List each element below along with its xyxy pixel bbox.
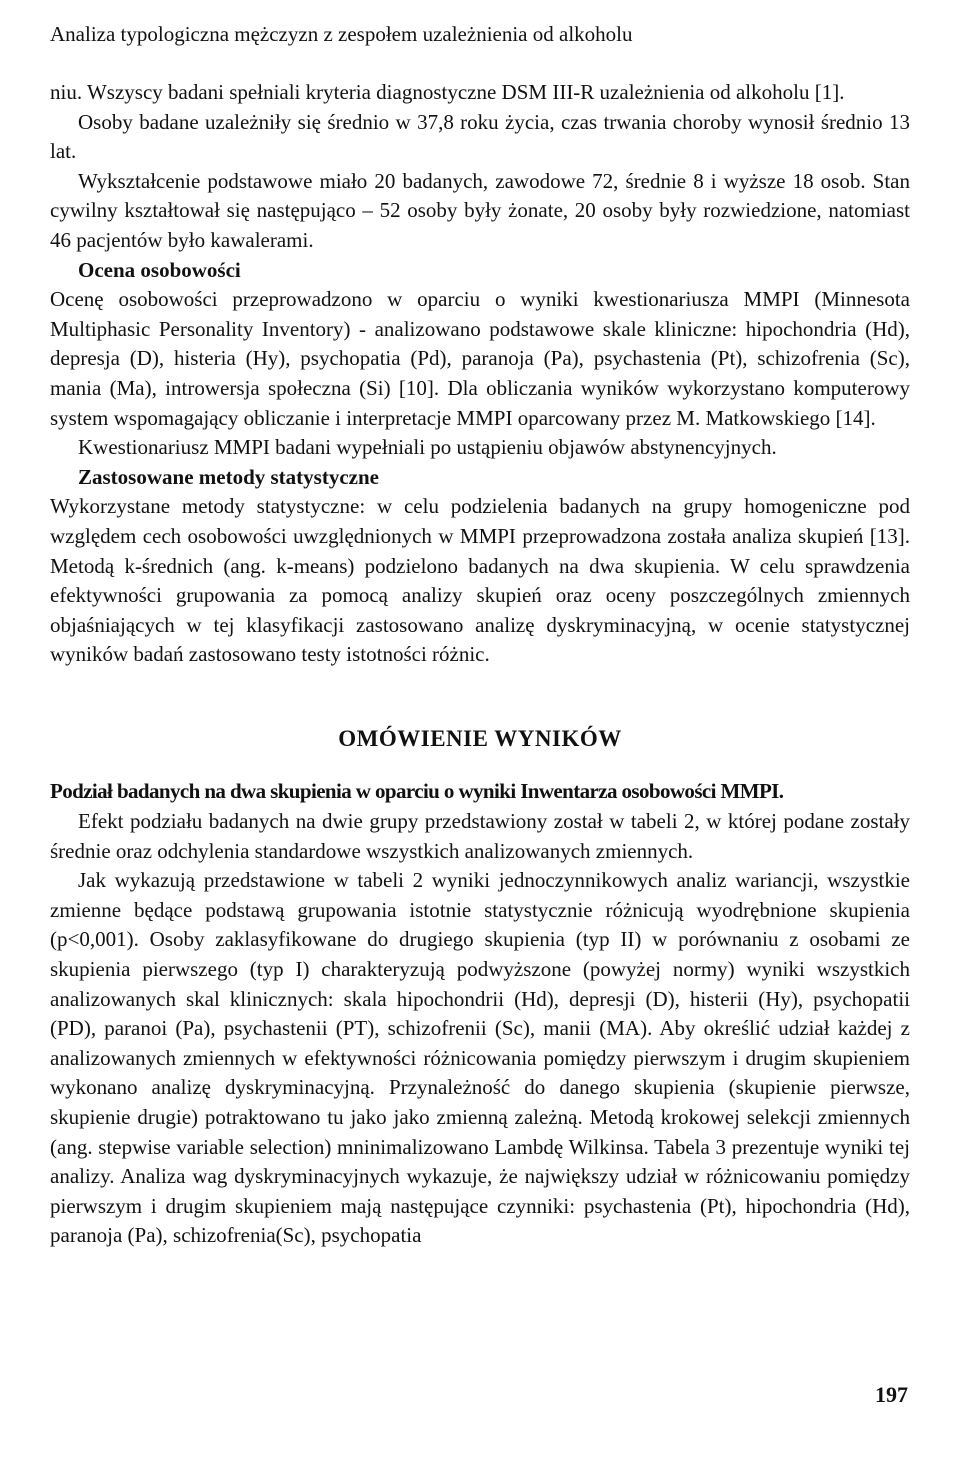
paragraph: niu. Wszyscy badani spełniali kryteria diagnostyczne DSM III-R uzależnienia od alkoholu [1]. [50, 80, 845, 104]
paragraph: Wykształcenie podstawowe miało 20 badanych, zawodowe 72, średnie 8 i wyższe 18 osob. Stan cywilny kształtował się następująco – 52 osoby były żonate, 20 osoby były rozwiedzione, natomiast 46 pacjentów było kawalerami. [50, 168, 910, 252]
results-subheading: Podział badanych na dwa skupienia w oparciu o wyniki Inwentarza osobowości MMPI. [50, 779, 784, 804]
section-heading-personality: Ocena osobowości [78, 257, 241, 282]
paragraph: Osoby badane uzależniły się średnio w 37,8 roku życia, czas trwania choroby wynosił średnio 13 lat. [50, 109, 910, 164]
paragraph: Kwestionariusz MMPI badani wypełniali po ustąpieniu objawów abstynencyjnych. [78, 435, 777, 460]
running-header: Analiza typologiczna mężczyzn z zespołem uzależnienia od alkoholu [50, 22, 633, 46]
paragraph: Efekt podziału badanych na dwie grupy przedstawiony został w tabeli 2, w której podane zostały średnie oraz odchylenia standardowe wszystkich analizowanych zmiennych. [50, 809, 910, 863]
page-body [50, 78, 910, 1251]
page-number: 197 [875, 1382, 908, 1407]
results-heading: OMÓWIENIE WYNIKÓW [338, 725, 622, 751]
paragraph: Ocenę osobowości przeprowadzono w oparciu o wyniki kwestionariusza MMPI (Minnesota Multiphasic Personality Inventory) - analizowano podstawowe skale kliniczne: hipochondria (Hd), depresja (D), histeria (Hy), psychopatia (Pd), paranoja (Pa), psychastenia (Pt), schizofrenia (Sc), mania (Ma), introwersja społeczna (Si) [10]. Dla obliczania wyników wykorzystano komputerowy system wspomagający obliczanie i interpretacje MMPI oparcowany przez M. Matkowskiego [14]. [50, 287, 910, 430]
paragraph: Jak wykazują przedstawione w tabeli 2 wyniki jednoczynnikowych analiz wariancji, wszystkie zmienne będące podstawą grupowania istotnie statystycznie różnicują wyodrębnione skupienia (p<0,001). Osoby zaklasyfikowane do drugiego skupienia (typ II) w porównaniu z osobami ze skupienia pierwszego (typ I) charakteryzują podwyższone (powyżej normy) wyniki wszystkich analizowanych skal klinicznych: skala hipochondrii (Hd), depresji (D), histerii (Hy), psychopatii (PD), paranoi (Pa), psychastenii (PT), schizofrenii (Sc), manii (MA). Aby określić udział każdej z analizowanych zmiennych w efektywności różnicowania pomiędzy pierwszym i drugim skupieniem wykonano analizę dyskryminacyjną. Przynależność do danego skupienia (skupienie pierwsze, skupienie drugie) potraktowano tu jako jako zmienną zależną. Metodą krokowej selekcji zmiennych (ang. stepwise variable selection) mninimalizowano Lambdę Wilkinsa. Tabela 3 prezentuje wyniki tej analizy. Analiza wag dyskryminacyjnych wykazuje, że największy udział w różnicowaniu pomiędzy pierwszym i drugim skupieniem mają następujące czynniki: psychastenia (Pt), hipochondria (Hd), paranoja (Pa), schizofrenia(Sc), psychopatia [50, 868, 910, 1248]
section-heading-methods: Zastosowane metody statystyczne [78, 464, 379, 489]
paragraph: Wykorzystane metody statystyczne: w celu podzielenia badanych na grupy homogeniczne pod względem cech osobowości uwzględnionych w MMPI przeprowadzona została analiza skupień [13]. Metodą k-średnich (ang. k-means) podzielono badanych na dwa skupienia. W celu sprawdzenia efektywności grupowania za pomocą analizy skupień oraz oceny poszczególnych zmiennych objaśniających w tej klasyfikacji zastosowano analizę dyskryminacyjną, w ocenie statystycznej wyników badań zastosowano testy istotności różnic. [50, 494, 910, 667]
